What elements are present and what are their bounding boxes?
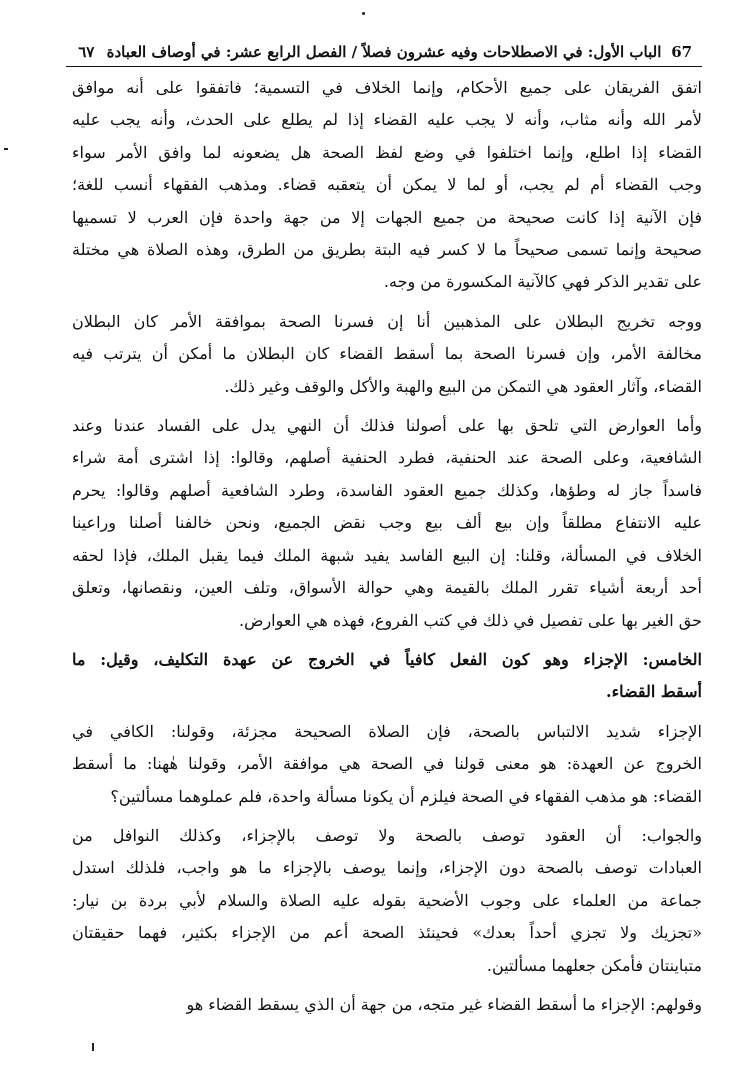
text-line: جماعة من العلماء على وجوب الأضحية بقوله عليه الصلاة والسلام لأبي بردة بن نيار: (72, 890, 702, 910)
text-line: الشافعية، وعلى الصحة عند الحنفية، فطرد الحنفية أصلهم، وقالوا: إذا اشترى أمة شراء (72, 448, 702, 468)
text-line: القضاء، وآثار العقود هي التمكن من البيع والهبة والأكل والوقف وغير ذلك. (224, 376, 702, 396)
text-line: وقولهم: الإجزاء ما أسقط القضاء غير متجه، من جهة أن الذي يسقط القضاء هو (186, 994, 702, 1014)
text-line: الإجزاء شديد الالتباس بالصحة، فإن الصلاة الصحيحة مجزئة، وقولنا: الكافي في (72, 721, 702, 741)
text-line: «تجزيك ولا تجزي أحداً بعدك» فحينئذ الصحة أعم من الإجزاء بكثير، فهما حقيقتان (72, 923, 702, 943)
text-line: فإن الآنية إذا كانت صحيحة من جميع الجهات إلا من جهة واحدة فإن العرب لا تسميها (72, 207, 702, 227)
text-line: أسقط القضاء. (606, 682, 702, 702)
text-line: والجواب: أن العقود توصف بالصحة ولا توصف بالإجزاء، وكذلك النوافل من (72, 825, 702, 845)
page-number-arabic: 67 (671, 43, 693, 61)
body-paragraph (72, 716, 702, 813)
scan-mark-bottom (92, 1043, 94, 1051)
running-header (66, 38, 702, 66)
text-line: فاسداً جاز له وطؤها، وكذلك جميع العقود الفاسدة، وطرد الشافعية أصلهم وقالوا: يحرم (72, 480, 702, 500)
scan-speck (362, 12, 365, 15)
text-line: وأما العوارض التي تلحق بها على أصولنا فذلك أن النهي يدل على الفساد عندنا وعند (72, 416, 702, 436)
text-line: حق الغير بها على تفصيل في ذلك في كتب الفروع، فهذه هي العوارض. (239, 610, 702, 630)
text-line: ووجه تخريج البطلان على المذهبين أنا إن فسرنا الصحة بموافقة الأمر كان البطلان (72, 311, 702, 331)
text-line: أحد أربعة أشياء تقرر الملك بالقيمة وهي حوالة الأسواق، وتلف العين، ونقصانها، وتعلق (72, 578, 702, 598)
scan-mark (4, 148, 8, 150)
header-rule (66, 66, 702, 67)
text-line: الخامس: الإجزاء وهو كون الفعل كافياً في الخروج عن عهدة التكليف، وقيل: ما (72, 649, 702, 669)
body-paragraph (72, 306, 702, 403)
text-line: القضاء إذا اطلع، وإنما اختلفوا في وضع لفظ الصحة هل يضعونه لما وافق الأمر سواء (72, 142, 702, 162)
section-heading-paragraph (72, 644, 702, 709)
text-line: وجب القضاء أم لم يجب، أو لما لا يمكن أن يتعقبه قضاء. ومذهب الفقهاء أنسب للغة؛ (72, 175, 702, 195)
text-line: لأمر الله وأنه مثاب، وأنه لا يجب عليه القضاء إذا لم يطلع على الحدث، وأنه يجب عليه (72, 110, 702, 130)
text-line: صحيحة وإنما تسمى صحيحاً ما لا كسر فيه البتة بطريق من الطرق، وهذه الصلاة هي مختلة (72, 240, 702, 260)
text-line: مخالفة الأمر، وإن فسرنا الصحة بما أسقط القضاء كان البطلان ما أمكن أن يترتب فيه (72, 344, 702, 364)
body-paragraph (72, 72, 702, 299)
text-line: الخروج عن العهدة: هو معنى قولنا في الصحة هي موافقة الأمر، وقولنا هٰهنا: ما أسقط (72, 754, 702, 774)
page-body (72, 72, 702, 1028)
text-line: اتفق الفريقان على جميع الأحكام، وإنما الخلاف في التسمية؛ فاتفقوا على أنه موافق (72, 78, 702, 97)
text-line: العبادات توصف بالصحة دون الإجزاء، وإنما يوصف بالإجزاء ما هو واجب، فلذلك استدل (72, 858, 702, 878)
body-paragraph (72, 410, 702, 637)
text-line: متباينتان فأمكن جعلهما مسألتين. (486, 955, 702, 975)
text-line: عليه الانتفاع مطلقاً وإن بيع ألف بيع وجب نقض الجميع، ونحن خالفنا أصلنا وراعينا (72, 513, 703, 533)
text-line: على تقدير الذكر فهي كالآنية المكسورة من وجه. (383, 272, 702, 292)
page-number-hindi: ٦٧ (78, 43, 95, 61)
text-line: الخلاف في المسألة، وقلنا: إن البيع الفاسد يفيد شبهة الملك فيما يقبل الملك، فإذا لحقه (72, 545, 702, 565)
body-paragraph (72, 989, 702, 1021)
body-paragraph (72, 820, 702, 982)
text-line: القضاء: هو مذهب الفقهاء في الصحة فيلزم أن يكونا مسألة واحدة، فلم عملوهما مسألتين؟ (110, 786, 702, 806)
header-title: الباب الأول: في الاصطلاحات وفيه عشرون فصلاً / الفصل الرابع عشر: في أوصاف العبادة (106, 43, 662, 61)
